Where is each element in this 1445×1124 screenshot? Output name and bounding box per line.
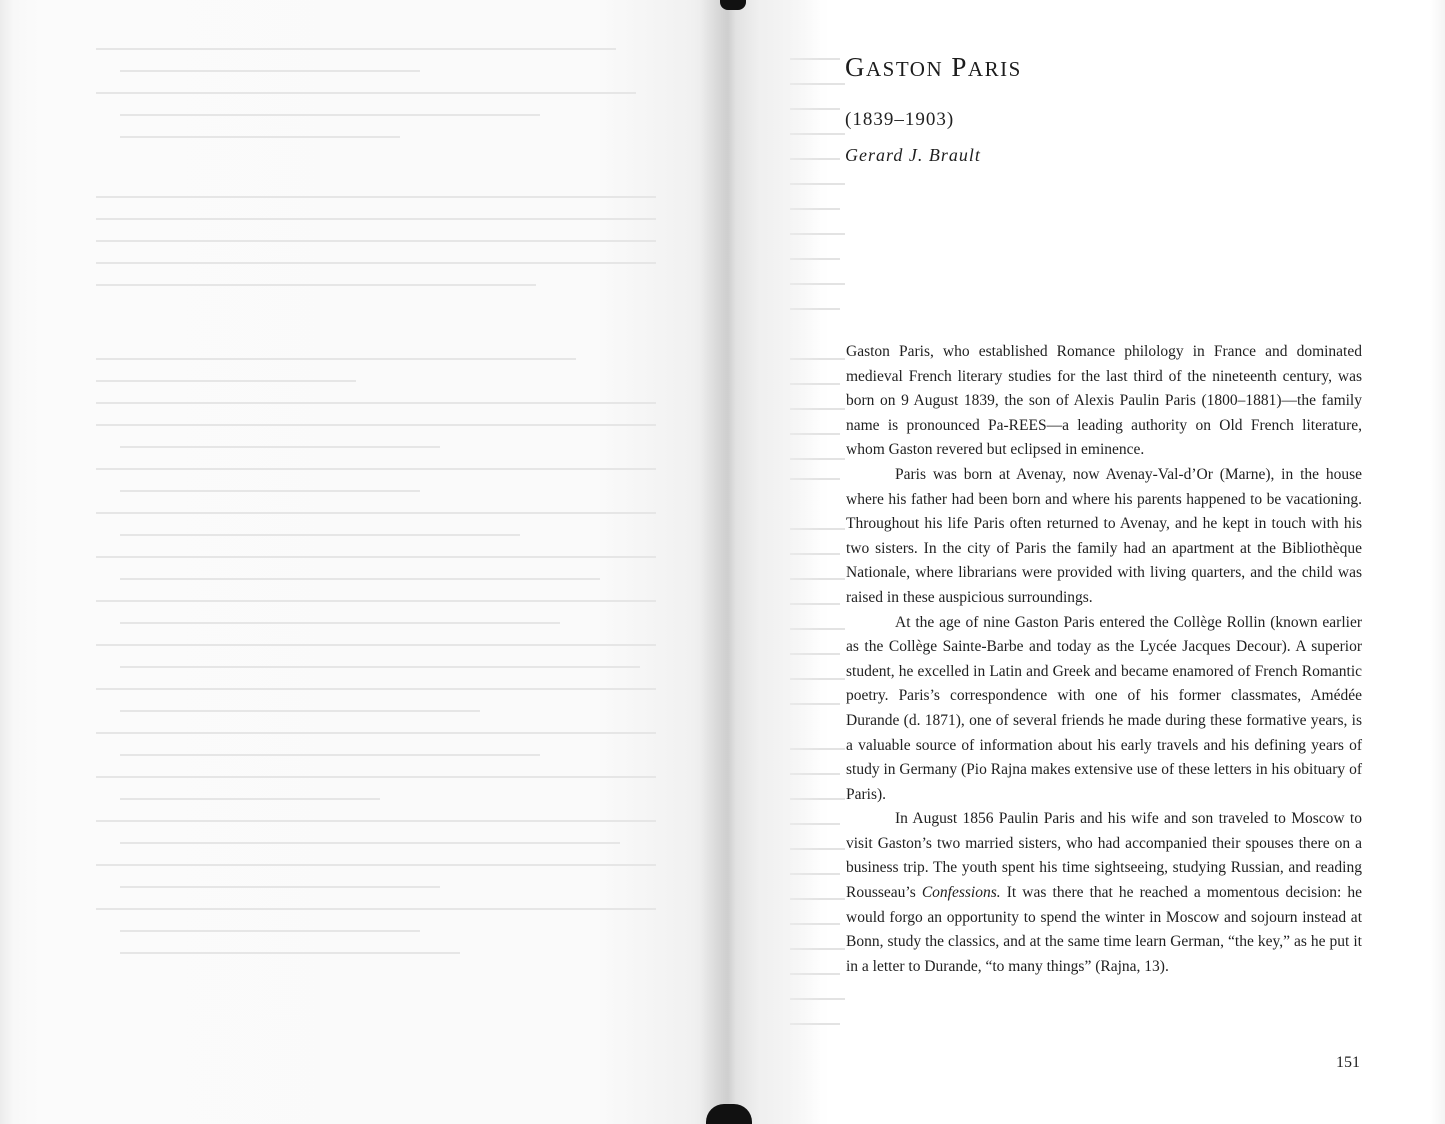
body-text [846,340,1362,979]
paragraph-4: In August 1856 Paulin Paris and his wife and son traveled to Moscow to visit Gaston’s two married sisters, who had accompanied their spouses there on a business trip. The youth spent his time sightseeing, studying Russian, and reading Rousseau’s Confessions. It was there that he reached a momentous decision: he would forgo an opportunity to spend the winter in Moscow and sojourn instead at Bonn, study the classics, and at the same time learn German, “the key,” as he put it in a letter to Durande, “to many things” (Rajna, 13). [846,810,1362,975]
chapter-author: Gerard J. Brault [845,145,981,165]
paragraph-2: Paris was born at Avenay, now Avenay-Val-d’Or (Marne), in the house where his father had been born and where his parents happened to be vacationing. Throughout his life Paris often returned to Avenay, and he kept in touch with his two sisters. In the city of Paris the family had an apartment at the Bibliothèque Nationale, where librarians were provided with living quarters, and the child was raised in these auspicious surroundings. [846,465,1362,606]
chapter-dates: (1839–1903) [845,109,955,130]
paragraph-3: At the age of nine Gaston Paris entered the Collège Rollin (known earlier as the Collège Sainte-Barbe and today as the Lycée Jacques Decour). A superior student, he excelled in Latin and Greek and became enamored of French Romantic poetry. Paris’s correspondence with one of his former classmates, Amédée Durande (d. 1871), one of several friends he made during these formative years, is a valuable source of information about his early travels and his defining years of study in Germany (Pio Rajna makes extensive use of these letters in his obituary of Paris). [846,613,1362,803]
book-title-confessions: Confessions. [921,884,1001,902]
page-number: 151 [1336,1054,1360,1071]
chapter-title: GASTON PARIS [845,52,1022,82]
gutter-shadow-top [720,0,746,10]
paragraph-1: Gaston Paris, who established Romance philology in France and dominated medieval French literary studies for the last third of the nineteenth century, was born on 9 August 1839, the son of Alexis Paulin Paris (1800–1881)—the family name is pronounced Pa-REES—a leading authority on Old French literature, whom Gaston revered but eclipsed in eminence. [846,343,1362,459]
book-gutter [700,0,820,1124]
chapter-heading [845,52,1022,166]
gutter-shadow-bottom [706,1104,752,1124]
